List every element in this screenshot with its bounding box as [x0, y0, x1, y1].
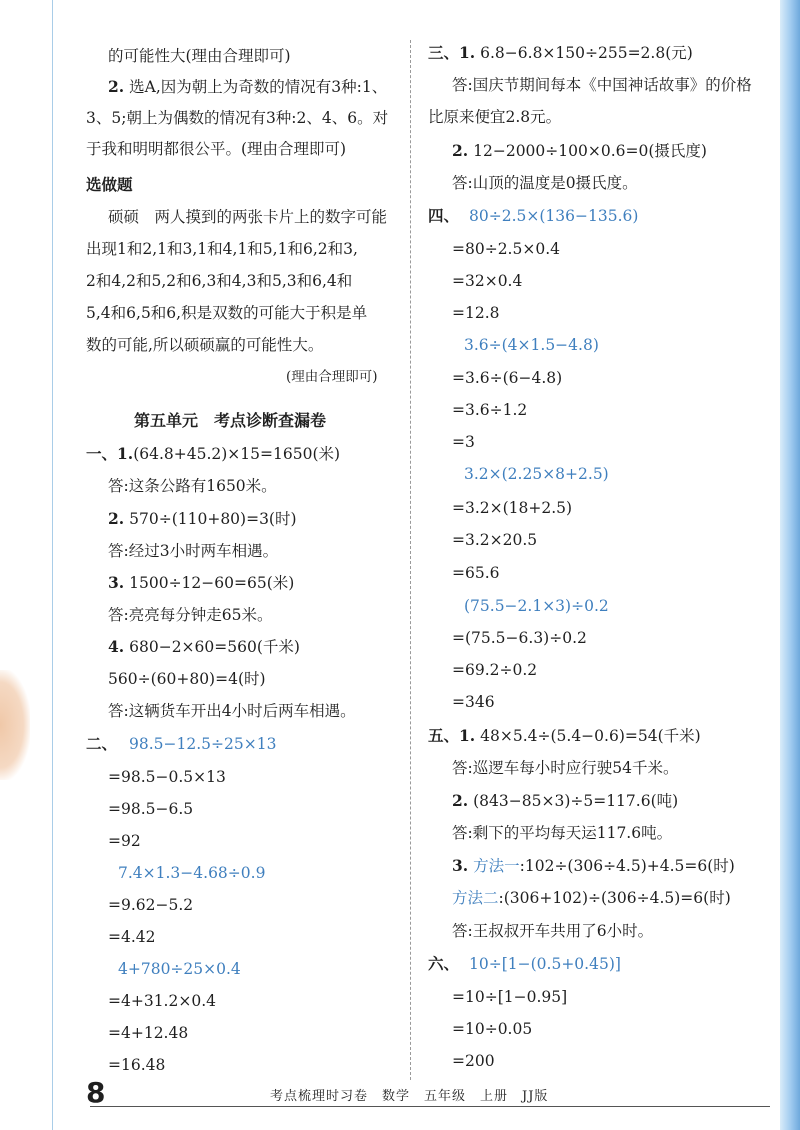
answer-line: 3、5;朝上为偶数的情况有3种:2、4、6。对 — [86, 109, 389, 127]
equation-step: =4.42 — [108, 928, 156, 946]
column-divider — [410, 40, 411, 1080]
question-number: 1. — [459, 43, 476, 62]
equation-step: =65.6 — [452, 564, 500, 582]
footer-rule — [90, 1106, 770, 1107]
decorative-edge-illustration — [0, 670, 30, 780]
answer-line: 答:王叔叔开车共用了6小时。 — [452, 922, 654, 940]
section-label: 六、 — [428, 954, 460, 973]
equation-step: =69.2÷0.2 — [452, 661, 538, 679]
question-number: 2. — [108, 77, 125, 96]
answer-line: 2和4,2和5,2和6,3和4,3和5,3和6,4和 — [86, 272, 353, 290]
equation-step: =346 — [452, 693, 495, 711]
equation-step: =3.2×20.5 — [452, 531, 538, 549]
equation: 12−2000÷100×0.6=0(摄氏度) — [473, 142, 707, 160]
expression: 98.5−12.5÷25×13 — [129, 735, 277, 753]
answer-line: 答:剩下的平均每天运117.6吨。 — [452, 824, 673, 842]
equation-step: =98.5−6.5 — [108, 800, 194, 818]
equation-step: =32×0.4 — [452, 272, 523, 290]
equation-step: =98.5−0.5×13 — [108, 768, 226, 786]
expression: 10÷[1−(0.5+0.45)] — [469, 955, 621, 973]
section-label: 四、 — [428, 206, 460, 225]
equation-step: =3.2×(18+2.5) — [452, 499, 573, 517]
section-label: 二、 — [86, 734, 118, 753]
equation: 680−2×60=560(千米) — [129, 638, 300, 656]
answer-line: 答:经过3小时两车相遇。 — [108, 542, 279, 560]
equation: :(306+102)÷(306÷4.5)=6(时) — [498, 889, 731, 907]
question-number: 1. — [459, 726, 476, 745]
equation-step: =10÷[1−0.95] — [452, 988, 568, 1006]
question-number: 4. — [108, 637, 125, 656]
answer-line: 答:巡逻车每小时应行驶54千米。 — [452, 759, 679, 777]
answer-line — [452, 887, 731, 909]
answer-line: 于我和明明都很公平。(理由合理即可) — [86, 140, 347, 158]
answer-line — [108, 76, 387, 98]
expression: 7.4×1.3−4.68÷0.9 — [118, 864, 266, 882]
answer-line: 出现1和2,1和3,1和4,1和5,1和6,2和3, — [86, 240, 358, 258]
equation-step: =(75.5−6.3)÷0.2 — [452, 629, 587, 647]
method-label: 方法一 — [473, 857, 520, 875]
answer-line: 答:国庆节期间每本《中国神话故事》的价格 — [452, 76, 752, 94]
equation-step: =4+31.2×0.4 — [108, 992, 216, 1010]
answer-line — [428, 953, 621, 975]
equation: 48×5.4÷(5.4−0.6)=54(千米) — [480, 727, 701, 745]
answer-line — [428, 42, 693, 64]
equation: :102÷(306÷4.5)+4.5=6(时) — [519, 857, 735, 875]
question-number: 2. — [452, 141, 469, 160]
equation-line: 560÷(60+80)=4(时) — [108, 670, 266, 688]
answer-line: 答:山顶的温度是0摄氏度。 — [452, 174, 638, 192]
answer-text: 选A,因为朝上为奇数的情况有3种:1、 — [129, 78, 388, 96]
section-label: 三、 — [428, 43, 460, 62]
answer-note: (理由合理即可) — [286, 369, 378, 385]
answer-line: 答:这条公路有1650米。 — [108, 477, 277, 495]
equation-step: =3.6÷1.2 — [452, 401, 528, 419]
equation-step: =3 — [452, 433, 475, 451]
section-heading-optional: 选做题 — [86, 175, 133, 194]
continued-answer-line: 的可能性大(理由合理即可) — [108, 47, 291, 65]
expression: 80÷2.5×(136−135.6) — [469, 207, 639, 225]
section-label: 一、 — [86, 444, 118, 463]
expression: 3.2×(2.25×8+2.5) — [464, 465, 609, 483]
answer-line — [86, 443, 340, 465]
equation-step: =200 — [452, 1052, 495, 1070]
equation-step: =92 — [108, 832, 141, 850]
unit-title: 第五单元 考点诊断查漏卷 — [134, 411, 327, 430]
equation: 570÷(110+80)=3(时) — [129, 510, 297, 528]
question-number: 2. — [108, 509, 125, 528]
expression: 3.6÷(4×1.5−4.8) — [464, 336, 599, 354]
equation: (843−85×3)÷5=117.6(吨) — [473, 792, 679, 810]
answer-line — [108, 572, 294, 594]
answer-line — [428, 205, 638, 227]
equation: 6.8−6.8×150÷255=2.8(元) — [480, 44, 693, 62]
equation: 1500÷12−60=65(米) — [129, 574, 295, 592]
answer-line: 硕硕 两人摸到的两张卡片上的数字可能 — [108, 208, 388, 226]
section-label: 五、 — [428, 726, 460, 745]
equation-step: =12.8 — [452, 304, 500, 322]
equation-step: =10÷0.05 — [452, 1020, 533, 1038]
question-number: 1. — [117, 444, 134, 463]
answer-line: 数的可能,所以硕硕赢的可能性大。 — [86, 336, 324, 354]
equation-step: =9.62−5.2 — [108, 896, 194, 914]
equation-step: =3.6÷(6−4.8) — [452, 369, 563, 387]
question-number: 2. — [452, 791, 469, 810]
equation-step: =4+12.48 — [108, 1024, 189, 1042]
equation-step: =80÷2.5×0.4 — [452, 240, 560, 258]
method-label: 方法二 — [452, 889, 499, 907]
expression: (75.5−2.1×3)÷0.2 — [464, 597, 609, 615]
answer-line — [108, 636, 300, 658]
expression: 4+780÷25×0.4 — [118, 960, 241, 978]
decorative-side-strip — [780, 0, 800, 1130]
answer-line — [452, 140, 707, 162]
question-number: 3. — [108, 573, 125, 592]
answer-line: 比原来便宜2.8元。 — [428, 108, 562, 126]
answer-line — [452, 790, 678, 812]
answer-line: 5,4和6,5和6,积是双数的可能大于积是单 — [86, 304, 368, 322]
page-number: 8 — [86, 1076, 106, 1109]
equation-step: =16.48 — [108, 1056, 166, 1074]
answer-line: 答:这辆货车开出4小时后两车相遇。 — [108, 702, 356, 720]
equation: (64.8+45.2)×15=1650(米) — [133, 445, 341, 463]
answer-line — [452, 855, 735, 877]
answer-line — [86, 733, 276, 755]
answer-line — [428, 725, 701, 747]
answer-line — [108, 508, 297, 530]
answer-line: 答:亮亮每分钟走65米。 — [108, 606, 273, 624]
footer-book-info: 考点梳理时习卷 数学 五年级 上册 JJ版 — [270, 1089, 549, 1104]
question-number: 3. — [452, 856, 469, 875]
